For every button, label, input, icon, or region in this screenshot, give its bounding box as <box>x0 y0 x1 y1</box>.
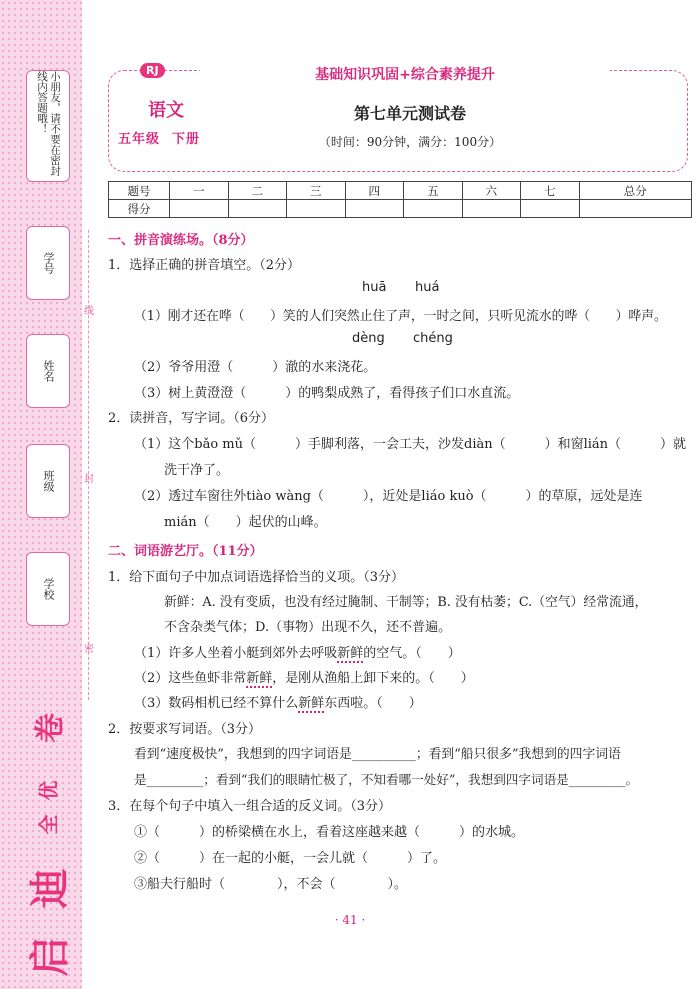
column-header: 四 <box>345 182 404 200</box>
notice-box <box>26 70 70 182</box>
test-time: （时间：90分钟，满分：100分） <box>318 135 502 149</box>
question-item: （2）爷爷用澄（ ）澈的水来浇花。 <box>134 360 377 375</box>
grade-label <box>118 128 200 147</box>
column-header: 总分 <box>579 182 691 200</box>
column-header: 三 <box>287 182 346 200</box>
question-item: （1）这个bǎo mǔ（ ）手脚利落，一会工夫，沙发diàn（ ）和窗lián（ ）就 <box>134 437 687 452</box>
score-cell[interactable] <box>345 200 404 218</box>
question-item: ③船夫行船时（ ），不会（ ）。 <box>134 877 408 892</box>
field-student-id <box>26 226 70 300</box>
question-item <box>134 667 474 686</box>
question-item <box>134 642 461 661</box>
column-header: 一 <box>170 182 229 200</box>
dotted-word: 新鲜 <box>298 696 325 711</box>
definition-text: 不含杂类气体；D.（事物）出现不久，还不普遍。 <box>164 620 452 635</box>
question-prompt: 2．按要求写词语。（3分） <box>108 722 262 737</box>
section-heading: 一、拼音演练场。（8分） <box>108 233 254 248</box>
page-number: · 41 · <box>334 913 366 927</box>
seal-mark: 封 <box>84 474 94 485</box>
notice-text: 小朋友，请不要在密封线内答题哦！ <box>36 71 61 176</box>
dotted-word: 新鲜 <box>337 646 364 661</box>
question-item: （1）刚才还在哗（ ）笑的人们突然止住了声，一时之间，只听见流水的哗（ ）哗声。 <box>134 309 667 324</box>
table-row <box>109 200 692 218</box>
column-header: 七 <box>521 182 580 200</box>
item-text: 东西啦。（ ） <box>324 696 422 711</box>
question-item: ②（ ）在一起的小艇，一会儿就（ ）了。 <box>134 851 447 866</box>
item-text: （1）许多人坐着小艇到郊外去呼吸 <box>134 646 338 661</box>
question-item: 洗干净了。 <box>164 463 230 478</box>
pinyin-option: chéng <box>413 331 453 346</box>
test-title: 第七单元测试卷 <box>353 104 466 123</box>
question-prompt: 3．在每个句子中填入一组合适的反义词。（3分） <box>108 799 392 814</box>
field-name <box>26 334 70 408</box>
score-cell[interactable] <box>462 200 521 218</box>
question-item: （2）透过车窗往外tiào wàng（ ），近处是liáo kuò（ ）的草原，远处是连 <box>134 489 643 504</box>
question-prompt: 2．读拼音，写字词。（6分） <box>108 411 275 426</box>
row-label: 题号 <box>109 182 170 200</box>
question-item <box>134 692 422 711</box>
grade-text: 五年级 <box>118 132 161 147</box>
column-header: 五 <box>404 182 463 200</box>
field-school <box>26 552 70 626</box>
question-item: mián（ ）起伏的山峰。 <box>164 515 327 530</box>
field-label: 学号 <box>42 252 55 274</box>
question-item: ①（ ）的桥梁横在水上，看着这座越来越（ ）的水城。 <box>134 825 525 840</box>
sidebar <box>0 0 82 989</box>
question-item: 是_________；看到“我们的眼睛忙极了，不知看哪一处好”，我想到四字词语是_________。 <box>134 772 639 787</box>
section-heading: 二、词语游艺厅。（11分） <box>108 544 263 559</box>
score-cell[interactable] <box>579 200 691 218</box>
question-item: 看到“速度极快”，我想到的四字词语是__________；看到“船只很多”我想到的四字词语 <box>134 747 621 762</box>
seal-mark: 线 <box>84 306 94 317</box>
field-label: 姓名 <box>42 360 55 382</box>
pinyin-option: huá <box>415 280 440 295</box>
definition-text: 新鲜：A. 没有变质，也没有经过腌制、干制等；B. 没有枯萎；C.（空气）经常流通， <box>164 595 648 610</box>
score-table <box>108 181 692 218</box>
item-text: （3）数码相机已经不算什么 <box>134 696 299 711</box>
table-row <box>109 182 692 200</box>
brand-char: 卷 <box>33 713 68 743</box>
score-cell[interactable] <box>170 200 229 218</box>
item-text: ，是刚从渔船上卸下来的。（ ） <box>272 671 474 686</box>
question-prompt: 1．给下面句子中加点词语选择恰当的义项。（3分） <box>108 570 405 585</box>
row-label: 得分 <box>109 200 170 218</box>
banner-title: 基础知识巩固+综合素养提升 <box>200 64 610 84</box>
brand-char: 全 <box>36 814 61 835</box>
score-cell[interactable] <box>404 200 463 218</box>
term-text: 下册 <box>172 132 201 147</box>
score-cell[interactable] <box>521 200 580 218</box>
edition-badge: RJ <box>140 63 165 78</box>
item-text: 的空气。（ ） <box>363 646 461 661</box>
pinyin-option: huā <box>362 280 387 295</box>
field-label: 学校 <box>42 578 55 600</box>
brand-char: 启 <box>27 936 74 977</box>
pinyin-option: dèng <box>352 331 385 346</box>
brand-logo <box>24 682 74 982</box>
seal-line <box>88 230 89 700</box>
column-header: 二 <box>228 182 287 200</box>
score-cell[interactable] <box>287 200 346 218</box>
seal-mark: 密 <box>84 644 94 655</box>
dotted-word: 新鲜 <box>246 671 273 686</box>
item-text: （2）这些鱼虾非常 <box>134 671 247 686</box>
question-item: （3）树上黄澄澄（ ）的鸭梨成熟了，看得孩子们口水直流。 <box>134 386 520 401</box>
column-header: 六 <box>462 182 521 200</box>
field-class <box>26 444 70 518</box>
brand-char: 迪 <box>27 868 74 909</box>
score-cell[interactable] <box>228 200 287 218</box>
brand-char: 优 <box>36 780 61 801</box>
question-prompt: 1．选择正确的拼音填空。（2分） <box>108 258 301 273</box>
field-label: 班级 <box>42 470 55 492</box>
subject-title: 语文 <box>148 100 184 121</box>
